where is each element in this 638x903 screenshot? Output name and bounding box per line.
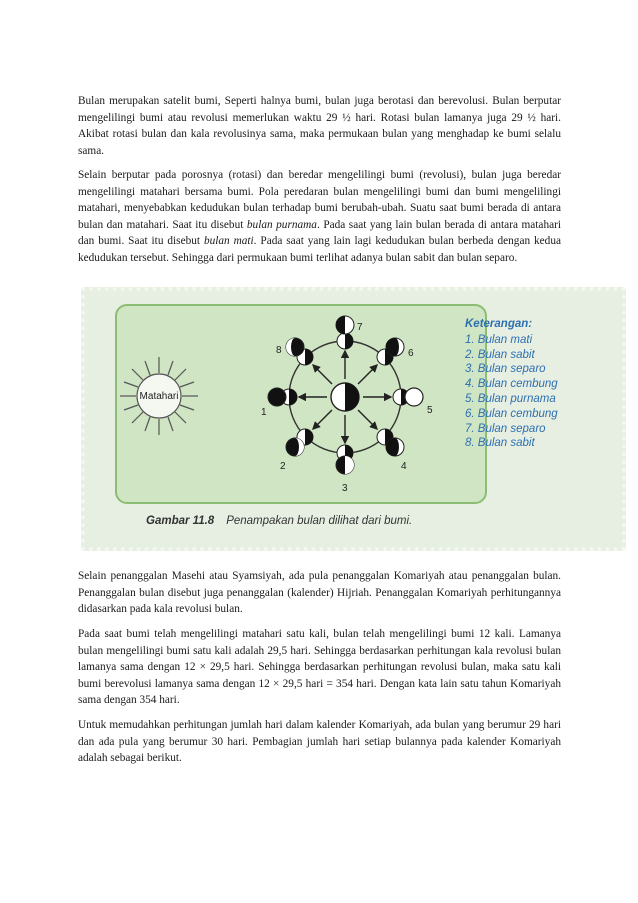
paragraph-revolution-count: Pada saat bumi telah mengelilingi matahari satu kali, bulan telah mengelilingi bumi 12 kali. Lamanya bulan mengelilingi bumi satu kali adalah 29,5 hari. Sehingga berdasarkan perhitungan kala revolusi bulan lamanya sama dengan 12 × 29,5 hari. Sehingga berdasarkan perhitungan revolusi bulan, maka satu kali bumi berevolusi lamanya sama dengan 12 × 29,5 hari = 354 hari. Dengan kata lain satu tahun Komariyah sama dengan 354 hari. bbox=[78, 628, 561, 707]
sun-label: Matahari bbox=[139, 391, 179, 402]
phase-number-1: 1 bbox=[261, 407, 267, 418]
legend-item-8: 8. Bulan sabit bbox=[465, 437, 535, 450]
moon-phase-6 bbox=[386, 338, 404, 356]
phase-number-5: 5 bbox=[427, 405, 433, 416]
figure-caption-text: Penampakan bulan dilihat dari bumi. bbox=[226, 515, 413, 527]
figure-caption bbox=[146, 515, 412, 527]
moon-phase-7 bbox=[336, 316, 354, 334]
phase-number-4: 4 bbox=[401, 461, 407, 472]
figure-caption-label: Gambar 11.8 bbox=[146, 515, 215, 527]
moon-phase-1 bbox=[268, 388, 286, 406]
paragraph-moon-orbit-part-c: . Pada saat yang lain bulan berada di antara matahari dan bumi. Saat itu disebut bbox=[78, 218, 562, 248]
legend-title: Keterangan: bbox=[465, 318, 533, 330]
legend-item-3: 3. Bulan separo bbox=[465, 363, 546, 376]
paragraph-moon-orbit bbox=[78, 167, 561, 267]
moon-phase-8 bbox=[286, 338, 304, 356]
moon-phase-4 bbox=[386, 438, 404, 456]
term-bulan-purnama: bulan purnama bbox=[246, 218, 317, 231]
paragraph-moon-orbit-part-a: Selain berputar pada porosnya (rotasi) dan beredar mengelilingi bumi (revolusi), bulan juga beredar mengelilingi matahari bersama bumi. Pola peredaran bulan mengelilingi bumi dan bumi mengelilingi matahari, menyebabkan kedudukan bulan terhadap bumi berubah-ubah. Suatu saat bumi berada di antara bulan dan matahari. Saat itu disebut bbox=[78, 169, 561, 231]
legend-item-5: 5. Bulan purnama bbox=[465, 392, 556, 405]
moon-phase-5 bbox=[405, 388, 423, 406]
legend-item-7: 7. Bulan separo bbox=[465, 422, 546, 435]
legend bbox=[465, 317, 558, 451]
term-bulan-mati: bulan mati bbox=[203, 235, 254, 248]
figure-moon-phases bbox=[81, 287, 626, 551]
phase-number-2: 2 bbox=[280, 461, 286, 472]
paragraph-komariyah-calendar: Selain penanggalan Masehi atau Syamsiyah, ada pula penanggalan Komariyah atau penanggalan bulan. Penanggalan bulan disebut juga penanggalan (kalender) Hijriah. Penanggalan Komariyah perhitungannya didasarkan pada kala revolusi bulan. bbox=[78, 570, 561, 616]
phase-number-7: 7 bbox=[357, 322, 363, 333]
legend-item-2: 2. Bulan sabit bbox=[465, 348, 535, 361]
moon-phase-3 bbox=[336, 456, 354, 474]
legend-item-4: 4. Bulan cembung bbox=[465, 378, 558, 391]
phase-number-3: 3 bbox=[342, 483, 348, 494]
earth-icon bbox=[331, 383, 359, 411]
moon-phase-2 bbox=[286, 438, 304, 456]
legend-item-6: 6. Bulan cembung bbox=[465, 407, 558, 420]
legend-item-1: 1. Bulan mati bbox=[465, 333, 533, 346]
phase-number-6: 6 bbox=[408, 348, 414, 359]
paragraph-month-days: Untuk memudahkan perhitungan jumlah hari dalam kalender Komariyah, ada bulan yang berumur 29 hari dan ada pula yang berumur 30 hari. Pembagian jumlah hari setiap bulannya pada kalender Komariyah adalah sebagai berikut. bbox=[78, 719, 561, 765]
moon-inner-top bbox=[337, 333, 353, 349]
phase-number-8: 8 bbox=[276, 345, 282, 356]
paragraph-moon-orbit-part-e: . Pada saat yang lain lagi kedudukan bulan berbeda dengan kedua kedudukan tersebut. Sehingga dari permukaan bumi terlihat adanya bulan sabit dan bulan separo. bbox=[78, 235, 561, 264]
paragraph-intro: Bulan merupakan satelit bumi, Seperti halnya bumi, bulan juga berotasi dan berevolusi. Bulan berputar mengelilingi bumi atau revolusi memerlukan waktu 29 ½ hari. Rotasi bulan lamanya juga 29 ½ hari. Akibat rotasi bulan dan kala revolusinya sama, maka permukaan bulan yang menghadap ke bumi selalu sama. bbox=[78, 95, 561, 157]
